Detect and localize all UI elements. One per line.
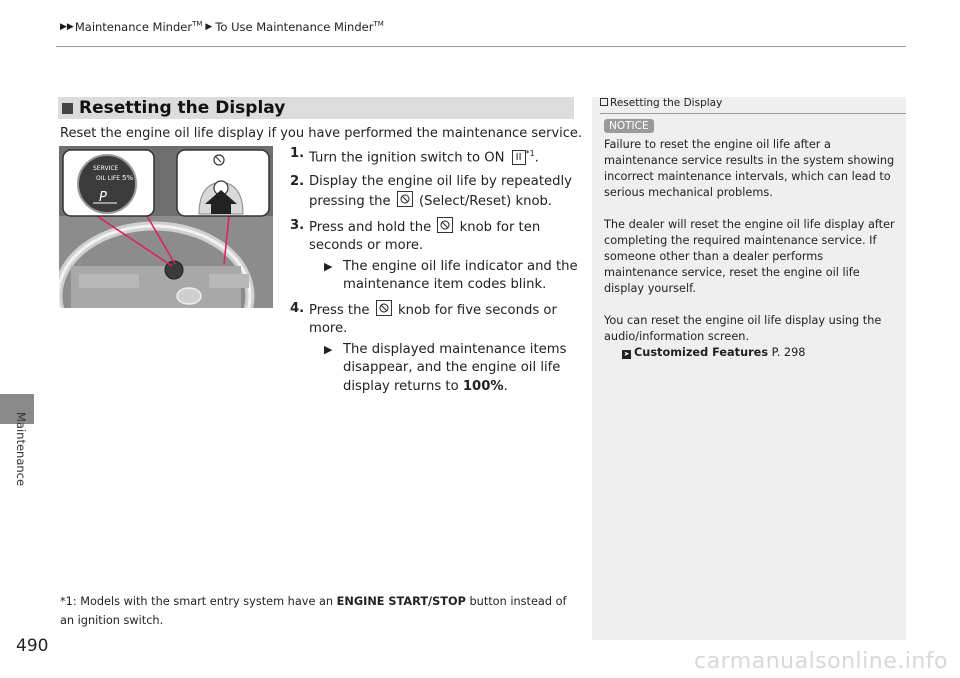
breadcrumb-arrow-icon: ▶▶ [60, 22, 74, 32]
header-rule [56, 46, 906, 47]
breadcrumb-link-maintenance-minder[interactable] [75, 20, 203, 34]
step-number: 2. [290, 173, 305, 189]
step-text: knob for ten seconds or more. [309, 219, 541, 254]
gear-indicator: P [99, 190, 107, 205]
page-number: 490 [16, 636, 49, 656]
section-heading [58, 97, 574, 119]
step-text: Turn the ignition switch to ON [309, 150, 505, 166]
sidebar-notes [592, 97, 906, 640]
step-4-result [309, 341, 585, 397]
oil-life-percent: 5% [122, 174, 134, 182]
footnote-bold: ENGINE START/STOP [336, 595, 466, 608]
step-number: 1. [290, 146, 305, 161]
step-4 [290, 300, 585, 397]
section-square-icon [62, 103, 73, 114]
footnote [60, 592, 580, 630]
sidebar-body [604, 137, 900, 361]
select-reset-knob-icon [376, 300, 392, 316]
sidebar-paragraph: Failure to reset the engine oil life after a maintenance service results in the system showing incorrect maintenance intervals, which can lead to serious mechanical problems. [604, 138, 895, 199]
dashboard-illustration [59, 146, 273, 308]
oil-life-label: OIL LIFE [96, 175, 121, 182]
sidebar-heading-text: Resetting the Display [610, 97, 723, 109]
select-reset-knob-icon [437, 217, 453, 233]
step-text: (Select/Reset) knob. [419, 194, 553, 210]
step-text: Press the [309, 302, 370, 318]
result-text: The engine oil life indicator and the maintenance item codes blink. [343, 258, 578, 293]
trademark: TM [373, 20, 384, 29]
footnote-text: *1: Models with the smart entry system have an [60, 595, 334, 608]
breadcrumb-crumb1: Maintenance Minder [74, 20, 193, 34]
watermark: carmanualsonline.info [694, 649, 948, 674]
xref-arrow-icon: ➤ [623, 350, 630, 358]
step-number: 3. [290, 217, 305, 233]
breadcrumb-arrow-icon: ▶ [205, 22, 213, 32]
sidebar-heading [600, 97, 722, 109]
step-3-result [309, 258, 585, 295]
chapter-label: Maintenance [14, 412, 28, 487]
select-reset-knob-icon [397, 191, 413, 207]
xref-title: Customized Features [634, 346, 769, 359]
sidebar-paragraph: The dealer will reset the engine oil life display after completing the required maintenance service. If someone other than a dealer performs maintenance service, reset the engine oil life display yourself. [604, 218, 895, 295]
step-1 [290, 145, 585, 168]
sidebar-paragraph: You can reset the engine oil life display using the audio/information screen. [604, 314, 882, 343]
step-number: 4. [290, 300, 305, 316]
breadcrumb [60, 20, 384, 34]
trademark: TM [192, 20, 203, 29]
note-marker-icon [600, 98, 608, 106]
section-title: Resetting the Display [79, 98, 286, 118]
xref-page: P. 298 [771, 346, 806, 359]
result-value: 100% [462, 378, 504, 394]
result-arrow-icon: ▶ [324, 342, 333, 356]
ignition-on-key-icon: II [512, 150, 526, 165]
step-2 [290, 173, 585, 212]
step-text: knob for five seconds or more. [309, 302, 557, 337]
breadcrumb-crumb2: To Use Maintenance Minder [215, 20, 374, 34]
result-text: The displayed maintenance items disappear, and the engine oil life display returns to [343, 341, 567, 394]
step-3 [290, 217, 585, 295]
intro-text: Reset the engine oil life display if you have performed the maintenance service. [60, 126, 583, 141]
step-end: . [534, 150, 539, 166]
cross-reference-link[interactable] [604, 345, 900, 361]
step-text: Press and hold the [309, 219, 432, 235]
result-arrow-icon: ▶ [324, 259, 333, 273]
sidebar-rule [600, 113, 906, 114]
footnote-text: button instead of an ignition switch. [60, 595, 567, 627]
result-end: . [503, 378, 508, 394]
service-label: SERVICE [93, 165, 119, 172]
footnote-ref: *1 [525, 149, 535, 158]
steps-list [290, 145, 585, 401]
notice-badge: NOTICE [604, 119, 654, 133]
breadcrumb-link-to-use[interactable] [215, 20, 383, 34]
step-text: Display the engine oil life by repeatedly pressing the [309, 173, 572, 210]
